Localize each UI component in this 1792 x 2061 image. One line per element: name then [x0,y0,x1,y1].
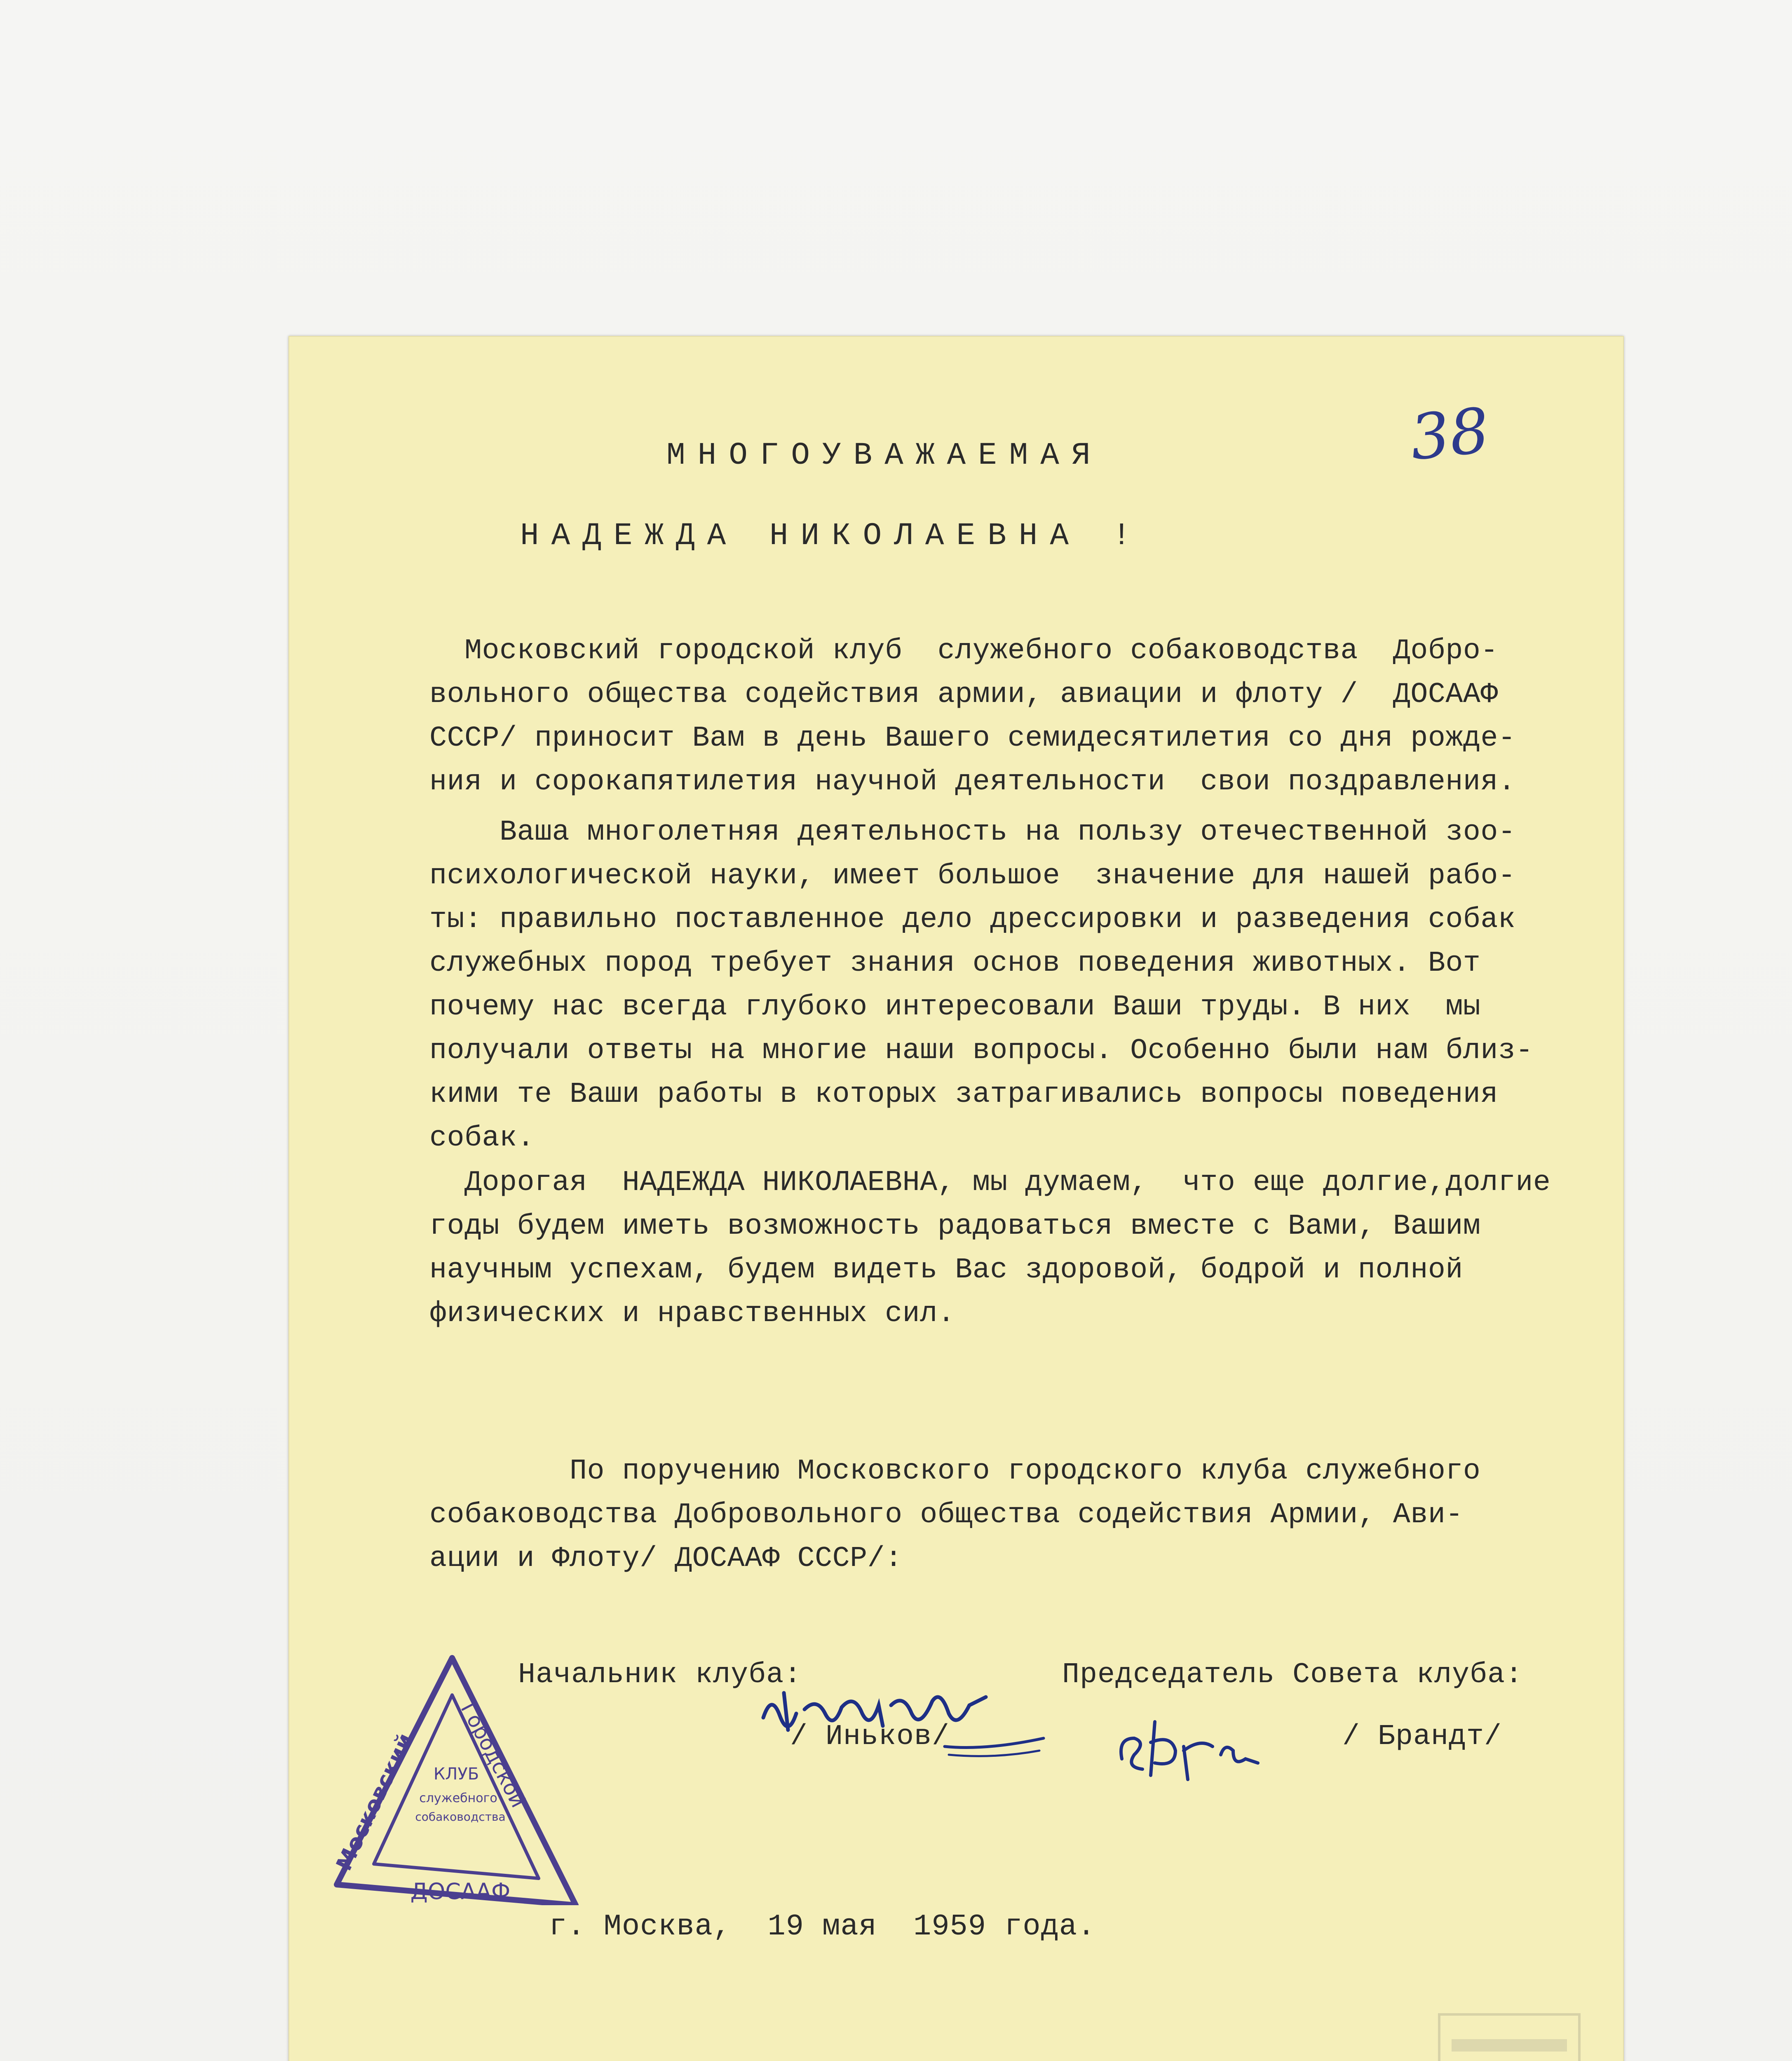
paragraph-2 [429,811,1567,1160]
paragraph-line: ния и сорокапятилетия научной деятельности свои поздравления. [429,766,1516,798]
paragraph-line: служебных пород требует знания основ поведения животных. Вот [429,947,1481,980]
letter-sheet [289,336,1624,2061]
paragraph-4 [429,1450,1567,1581]
signer-1-name: / Иньков/ [790,1721,950,1753]
signer-2-name: / Брандт/ [1342,1721,1502,1753]
paragraph-1 [429,629,1567,804]
paragraph-line: По поручению Московского городского клуба служебного [429,1455,1481,1488]
signature-brandt [1109,1697,1283,1792]
page-number: 38 [1407,394,1493,474]
place-and-date: г. Москва, 19 мая 1959 года. [549,1910,1096,1944]
paragraph-line: научным успехам, будем видеть Вас здоровой, бодрой и полной [429,1254,1463,1286]
stamp-text-bottom: ДОСААФ [410,1878,511,1904]
stamp-text-right: Городской [456,1698,531,1812]
paragraph-line: физических и нравственных сил. [429,1298,955,1330]
stamp-text-left: Московский [331,1729,418,1875]
paragraph-line: ации и Флоту/ ДОСААФ СССР/: [429,1542,903,1575]
stamp-text-center-1: КЛУБ [433,1765,479,1784]
signer-1-title: Начальник клуба: [518,1659,802,1691]
paragraph-line: собаководства Добровольного общества содействия Армии, Ави- [429,1499,1463,1531]
paragraph-line: почему нас всегда глубоко интересовали Ваши труды. В них мы [429,991,1481,1023]
paragraph-line: Московский городской клуб служебного собаководства Добро- [429,635,1498,667]
paragraph-line: вольного общества содействия армии, авиации и флоту / ДОСААФ [429,678,1498,711]
salutation-line-2: НАДЕЖДА НИКОЛАЕВНА ! [520,518,1144,554]
paragraph-line: годы будем иметь возможность радоваться вместе с Вами, Вашим [429,1210,1481,1243]
signer-2-title: Председатель Совета клуба: [1062,1659,1523,1691]
paragraph-line: ты: правильно поставленное дело дрессировки и разведения собак [429,904,1516,936]
paragraph-line: собак. [429,1122,535,1155]
paragraph-3 [429,1161,1567,1336]
paragraph-line: получали ответы на многие наши вопросы. Особенно были нам близ- [429,1035,1533,1067]
stamp-text-center-3: собаководства [415,1810,506,1824]
paragraph-line: Ваша многолетняя деятельность на пользу отечественной зоо- [429,816,1516,849]
paragraph-line: психологической науки, имеет большое значение для нашей рабо- [429,860,1516,892]
signature-inkov [755,1668,1052,1775]
salutation-line-1: МНОГОУВАЖАЕМАЯ [666,438,1103,473]
paragraph-line: кими те Ваши работы в которых затрагивались вопросы поведения [429,1078,1498,1111]
paragraph-line: Дорогая НАДЕЖДА НИКОЛАЕВНА, мы думаем, что еще долгие,долгие [429,1167,1551,1199]
faint-archive-mark [1435,2010,1583,2061]
club-stamp [320,1641,584,1905]
stamp-text-center-2: служебного [419,1791,497,1805]
paragraph-line: СССР/ приносит Вам в день Вашего семидесятилетия со дня рожде- [429,722,1516,755]
